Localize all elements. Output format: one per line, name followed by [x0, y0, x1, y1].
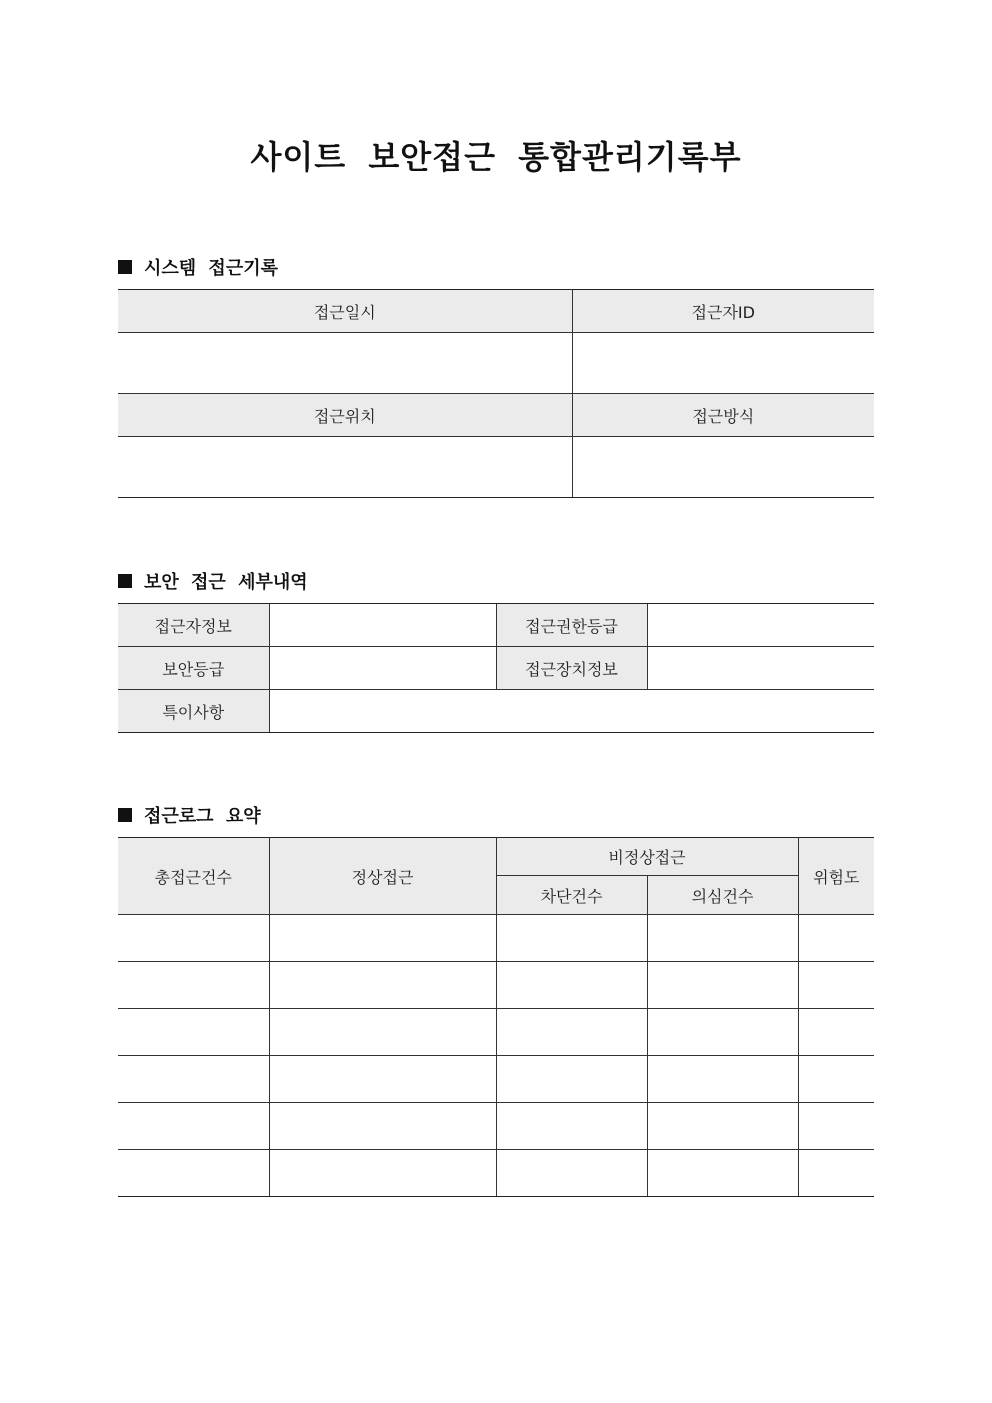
table-row	[118, 1009, 874, 1056]
table-row	[118, 1150, 874, 1197]
table-cell[interactable]	[496, 1056, 647, 1103]
table-cell[interactable]	[496, 915, 647, 962]
table-row	[118, 915, 874, 962]
header-suspicious-count: 의심건수	[647, 876, 798, 915]
section-heading-text: 보안 접근 세부내역	[144, 572, 308, 593]
table-cell[interactable]	[647, 1103, 798, 1150]
section-heading-text: 접근로그 요약	[144, 806, 261, 827]
header-access-location: 접근위치	[118, 394, 572, 437]
table-cell[interactable]	[269, 1103, 496, 1150]
table-cell[interactable]	[798, 1009, 874, 1056]
table-cell[interactable]	[118, 1103, 269, 1150]
table-cell[interactable]	[647, 1009, 798, 1056]
label-accessor-info: 접근자정보	[118, 604, 269, 647]
access-permission-level-field[interactable]	[647, 604, 874, 647]
security-details-table	[118, 603, 874, 733]
section-heading-text: 시스템 접근기록	[144, 258, 278, 279]
system-access-table	[118, 289, 874, 498]
table-cell[interactable]	[647, 962, 798, 1009]
square-bullet-icon	[118, 574, 132, 588]
page-title: 사이트 보안접근 통합관리기록부	[250, 138, 742, 176]
security-level-field[interactable]	[269, 647, 496, 690]
table-cell[interactable]	[798, 1056, 874, 1103]
section-heading-system-access	[118, 254, 278, 280]
table-row	[118, 1103, 874, 1150]
table-cell[interactable]	[496, 962, 647, 1009]
remarks-field[interactable]	[269, 690, 874, 733]
table-row	[118, 962, 874, 1009]
table-cell[interactable]	[269, 1009, 496, 1056]
table-cell[interactable]	[118, 915, 269, 962]
access-device-info-field[interactable]	[647, 647, 874, 690]
access-method-field[interactable]	[572, 437, 874, 498]
accessor-id-field[interactable]	[572, 333, 874, 394]
header-accessor-id: 접근자ID	[572, 290, 874, 333]
header-access-datetime: 접근일시	[118, 290, 572, 333]
access-location-field[interactable]	[118, 437, 572, 498]
table-row	[118, 1056, 874, 1103]
table-cell[interactable]	[269, 915, 496, 962]
table-cell[interactable]	[269, 962, 496, 1009]
section-heading-security-details	[118, 568, 308, 594]
label-access-device-info: 접근장치정보	[496, 647, 647, 690]
label-remarks: 특이사항	[118, 690, 269, 733]
table-cell[interactable]	[269, 1056, 496, 1103]
square-bullet-icon	[118, 808, 132, 822]
label-security-level: 보안등급	[118, 647, 269, 690]
table-cell[interactable]	[798, 962, 874, 1009]
table-cell[interactable]	[798, 915, 874, 962]
header-access-method: 접근방식	[572, 394, 874, 437]
header-normal-access: 정상접근	[269, 838, 496, 915]
label-access-permission-level: 접근권한등급	[496, 604, 647, 647]
table-cell[interactable]	[647, 915, 798, 962]
table-cell[interactable]	[496, 1103, 647, 1150]
header-blocked-count: 차단건수	[496, 876, 647, 915]
accessor-info-field[interactable]	[269, 604, 496, 647]
table-cell[interactable]	[647, 1150, 798, 1197]
access-datetime-field[interactable]	[118, 333, 572, 394]
table-cell[interactable]	[118, 1150, 269, 1197]
access-log-summary-table	[118, 837, 874, 1197]
header-abnormal-access: 비정상접근	[496, 838, 798, 876]
table-cell[interactable]	[118, 1056, 269, 1103]
square-bullet-icon	[118, 260, 132, 274]
table-cell[interactable]	[269, 1150, 496, 1197]
table-cell[interactable]	[496, 1150, 647, 1197]
header-risk-level: 위험도	[798, 838, 874, 915]
header-total-access-count: 총접근건수	[118, 838, 269, 915]
table-cell[interactable]	[118, 962, 269, 1009]
table-cell[interactable]	[798, 1103, 874, 1150]
table-cell[interactable]	[118, 1009, 269, 1056]
table-cell[interactable]	[798, 1150, 874, 1197]
section-heading-access-log-summary	[118, 802, 261, 828]
table-cell[interactable]	[647, 1056, 798, 1103]
table-cell[interactable]	[496, 1009, 647, 1056]
